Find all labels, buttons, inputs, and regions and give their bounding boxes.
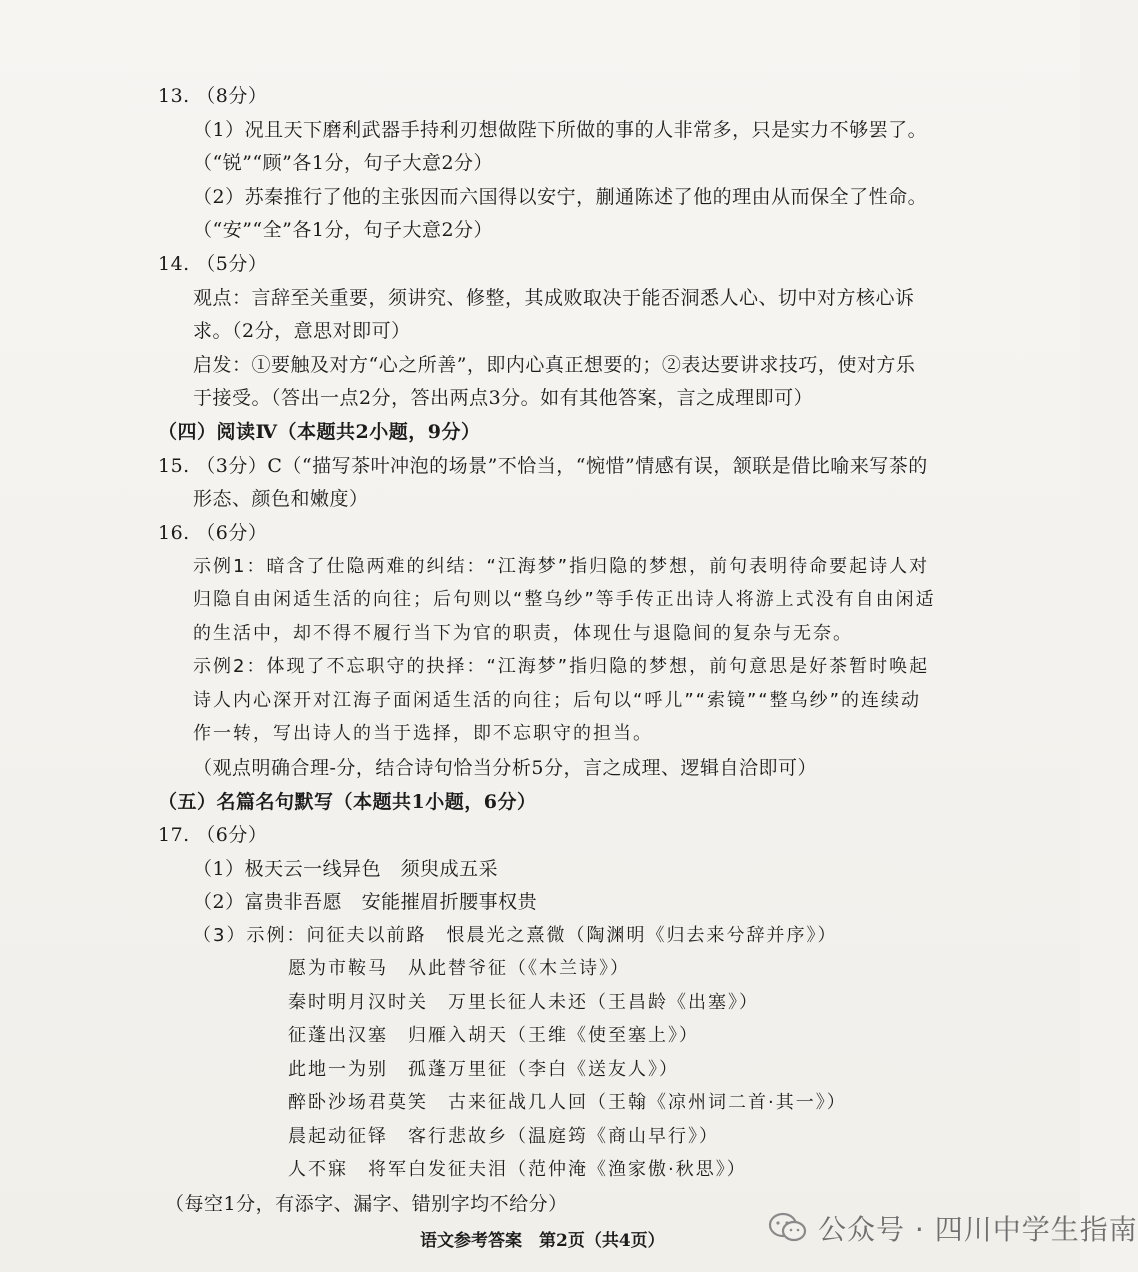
- q15-line-1: 15. （3分）C（“描写茶叶冲泡的场景”不恰当，“惋惜”情感有误，颔联是借比喻来写茶的: [158, 455, 928, 477]
- watermark-text: 公众号 · 四川中学生指南: [818, 1213, 1138, 1246]
- q14-line-2: 求。（2分，意思对即可）: [193, 320, 411, 342]
- q17-line-2: （2）富贵非吾愿 安能摧眉折腰事权贵: [193, 891, 538, 913]
- q13-line-4: （“安”“全”各1分，句子大意2分）: [193, 219, 494, 241]
- q17-poem-1: 愿为市鞍马 从此替爷征（《木兰诗》）: [288, 958, 630, 979]
- q17-line-1: （1）极天云一线异色 须臾成五采: [193, 858, 499, 880]
- q13-line-3: （2）苏秦推行了他的主张因而六国得以安宁，蒯通陈述了他的理由从而保全了性命。: [193, 186, 928, 208]
- q13-line-1: （1）况且天下磨利武器手持利刃想做陛下所做的事的人非常多，只是实力不够罢了。: [193, 119, 928, 141]
- q17-poem-3: 征蓬出汉塞 归雁入胡天（王维《使至塞上》）: [288, 1025, 699, 1046]
- q13-line-2: （“锐”“顾”各1分，句子大意2分）: [193, 152, 494, 174]
- q16-line-7: （观点明确合理-分，结合诗句恰当分析5分，言之成理、逻辑自洽即可）: [193, 757, 818, 779]
- q16-line-6: 作一转，写出诗人的当于选择，即不忘职守的担当。: [193, 723, 653, 744]
- section-5-heading: （五）名篇名句默写（本题共1小题，6分）: [158, 791, 537, 813]
- q17-poem-7: 人不寐 将军白发征夫泪（范仲淹《渔家傲·秋思》）: [288, 1159, 747, 1180]
- section-4-heading: （四）阅读Ⅳ（本题共2小题，9分）: [158, 421, 481, 443]
- q17-line-3: （3）示例：问征夫以前路 恨晨光之熹微（陶渊明《归去来兮辞并序》）: [193, 925, 838, 946]
- q14-line-4: 于接受。（答出一点2分，答出两点3分。如有其他答案，言之成理即可）: [193, 387, 814, 409]
- q15-line-2: 形态、颜色和嫩度）: [193, 488, 369, 510]
- q14-title: 14. （5分）: [158, 253, 268, 275]
- wechat-icon: [768, 1212, 808, 1244]
- q14-line-3: 启发：①要触及对方“心之所善”，即内心真正想要的；②表达要讲求技巧，使对方乐: [193, 354, 916, 376]
- q17-poem-5: 醉卧沙场君莫笑 古来征战几人回（王翰《凉州词二首·其一》）: [288, 1092, 847, 1113]
- q13-title: 13. （8分）: [158, 85, 268, 107]
- q17-poem-4: 此地一为别 孤蓬万里征（李白《送友人》）: [288, 1059, 679, 1080]
- q14-line-1: 观点：言辞至关重要，须讲究、修整，其成败取决于能否洞悉人心、切中对方核心诉: [193, 287, 915, 309]
- q16-line-4: 示例2：体现了不忘职守的抉择：“江海梦”指归隐的梦想，前句意思是好茶暂时唤起: [193, 656, 930, 677]
- q17-note: （每空1分，有添字、漏字、错别字均不给分）: [165, 1193, 568, 1215]
- q17-poem-2: 秦时明月汉时关 万里长征人未还（王昌龄《出塞》）: [288, 992, 759, 1013]
- q16-line-3: 的生活中，却不得不履行当下为官的职责，体现仕与退隐间的复杂与无奈。: [193, 623, 853, 644]
- q17-poem-6: 晨起动征铎 客行悲故乡（温庭筠《商山早行》）: [288, 1126, 719, 1147]
- watermark: [768, 1208, 1138, 1248]
- q16-line-5: 诗人内心深开对江海子面闲适生活的向往；后句以“呼儿”“索镜”“整乌纱”的连续动: [193, 690, 921, 711]
- q16-line-2: 归隐自由闲适生活的向往；后句则以“整乌纱”等手传正出诗人将游上式没有自由闲适: [193, 589, 936, 610]
- page-footer: 语文参考答案 第2页（共4页）: [420, 1231, 665, 1251]
- q17-title: 17. （6分）: [158, 824, 268, 846]
- q16-line-1: 示例1：暗含了仕隐两难的纠结：“江海梦”指归隐的梦想，前句表明待命要起诗人对: [193, 556, 930, 577]
- q16-title: 16. （6分）: [158, 522, 268, 544]
